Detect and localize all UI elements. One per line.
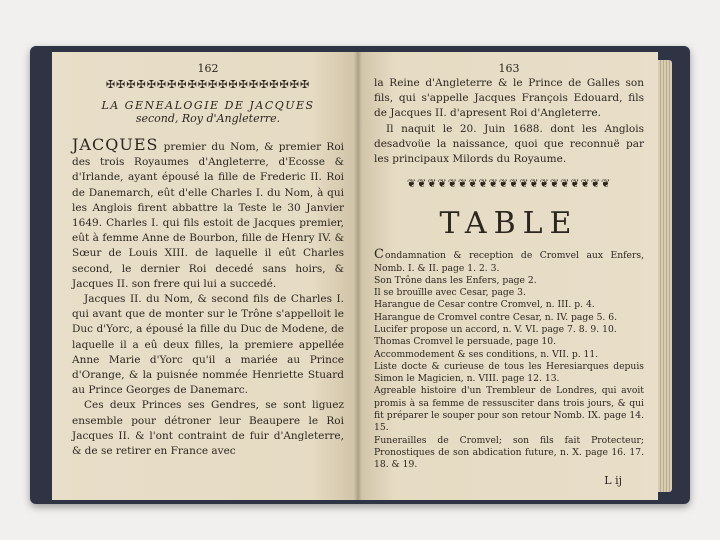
- right-page: [358, 52, 658, 500]
- right-paragraph-2: Il naquit le 20. Juin 1688. dont les Anglois desadvoüe la naissance, quoi que reconnuë par les principaux Milords du Royaume.: [374, 122, 644, 166]
- toc-entry: Son Trône dans les Enfers, page 2.: [374, 274, 537, 286]
- toc-initial: C: [374, 247, 385, 263]
- chapter-heading: LA GENEALOGIE DE JACQUES: [101, 99, 315, 112]
- chapter-subheading: second, Roy d'Angleterre.: [135, 112, 281, 125]
- toc-entry: Harangue de Cesar contre Cromvel, n. III. p. 4.: [374, 299, 595, 311]
- toc-entry: Harangue de Cromvel contre Cesar, n. IV. page 5. 6.: [374, 311, 618, 323]
- left-paragraph-1: [72, 137, 344, 292]
- left-paragraph-2: Jacques II. du Nom, & second fils de Charles I. qui avant que de monter sur le Trône s'appelloit le Duc d'Yorc, a épousé la fille du Duc de Modene, de laquelle il a eû deux filles, la premiere appellée Anne Marie d'Yorc qu'il a mariée au Prince d'Orange, & la puisnée nommée Henriette Stuard au Prince Georges de Danemarc.: [72, 293, 344, 397]
- toc-entry: Lucifer propose un accord, n. V. VI. page 7. 8. 9. 10.: [374, 324, 617, 335]
- book-gutter: [354, 52, 362, 500]
- toc-entry: Accommodement & ses conditions, n. VII. p. 11.: [374, 348, 599, 360]
- toc-entry: Condamnation & reception de Cromvel aux Enfers, Nomb. I. & II. page 1. 2. 3.: [374, 247, 644, 274]
- initial-word: JACQUES: [72, 135, 159, 154]
- toc-entry: Funerailles de Cromvel; son fils fait Protecteur; Pronostiques de son abdication future, n. X. page 16. 17. 18. & 19.: [374, 434, 644, 471]
- right-paragraph-1: la Reine d'Angleterre & le Prince de Galles son fils, qui s'appelle Jacques François Edouard, fils de Jacques II. d'apresent Roi d'Angleterre.: [374, 77, 644, 120]
- ornament-band-left: ✠✠✠✠✠✠✠✠✠✠✠✠✠✠✠✠✠✠✠✠: [105, 78, 311, 91]
- page-number-right: 163: [498, 62, 520, 75]
- page-edges: [658, 60, 672, 492]
- table-title: TABLE: [439, 206, 579, 242]
- left-paragraph-3: Ces deux Princes ses Gendres, se sont liguez ensemble pour détroner leur Beaupere le Roi Jacques II. & l'ont contraint de fuir d'Angleterre, & de se retirer en France avec: [72, 399, 344, 458]
- toc-entry: Il se brouïlle avec Cesar, page 3.: [374, 287, 526, 299]
- ornament-band-right: ❦❦❦❦❦❦❦❦❦❦❦❦❦❦❦❦❦❦❦❦: [406, 177, 612, 191]
- toc-entry: Agreable histoire d'un Trembleur de Londres, qui avoit promis à sa femme de ressusciter dans trois jours, & qui fit préparer le souper pour son retour Nomb. IX. page 14. 15.: [374, 385, 644, 434]
- left-page: [52, 52, 358, 500]
- toc-entry: Thomas Cromvel le persuade, page 10.: [374, 336, 557, 348]
- signature-mark: L ij: [604, 473, 622, 487]
- page-number-left: 162: [197, 62, 219, 75]
- table-of-contents: [374, 249, 644, 471]
- toc-entry: Liste docte & curieuse de tous les Heresiarques depuis Simon le Magicien, n. VIII. page 12. 13.: [374, 360, 644, 385]
- left-paragraph-1-text: premier du Nom, & premier Roi des trois Royaumes d'Angleterre, d'Ecosse & d'Irlande, ayant épousé la fille de Frederic II. Roi de Danemarch, eût d'elle Charles I. du Nom, à qui les Anglois firent abbattre la Teste le 30 Janvier 1649. Charles I. qui fils estoit de Jacques premier, eût à femme Anne de Bourbon, fille de Henry IV. & Sœur de Louis XIII. de laquelle il eût Charles second, le dernier Roi decedé sans hoirs, & Jacques II. son frere qui lui a succedé.: [72, 141, 344, 290]
